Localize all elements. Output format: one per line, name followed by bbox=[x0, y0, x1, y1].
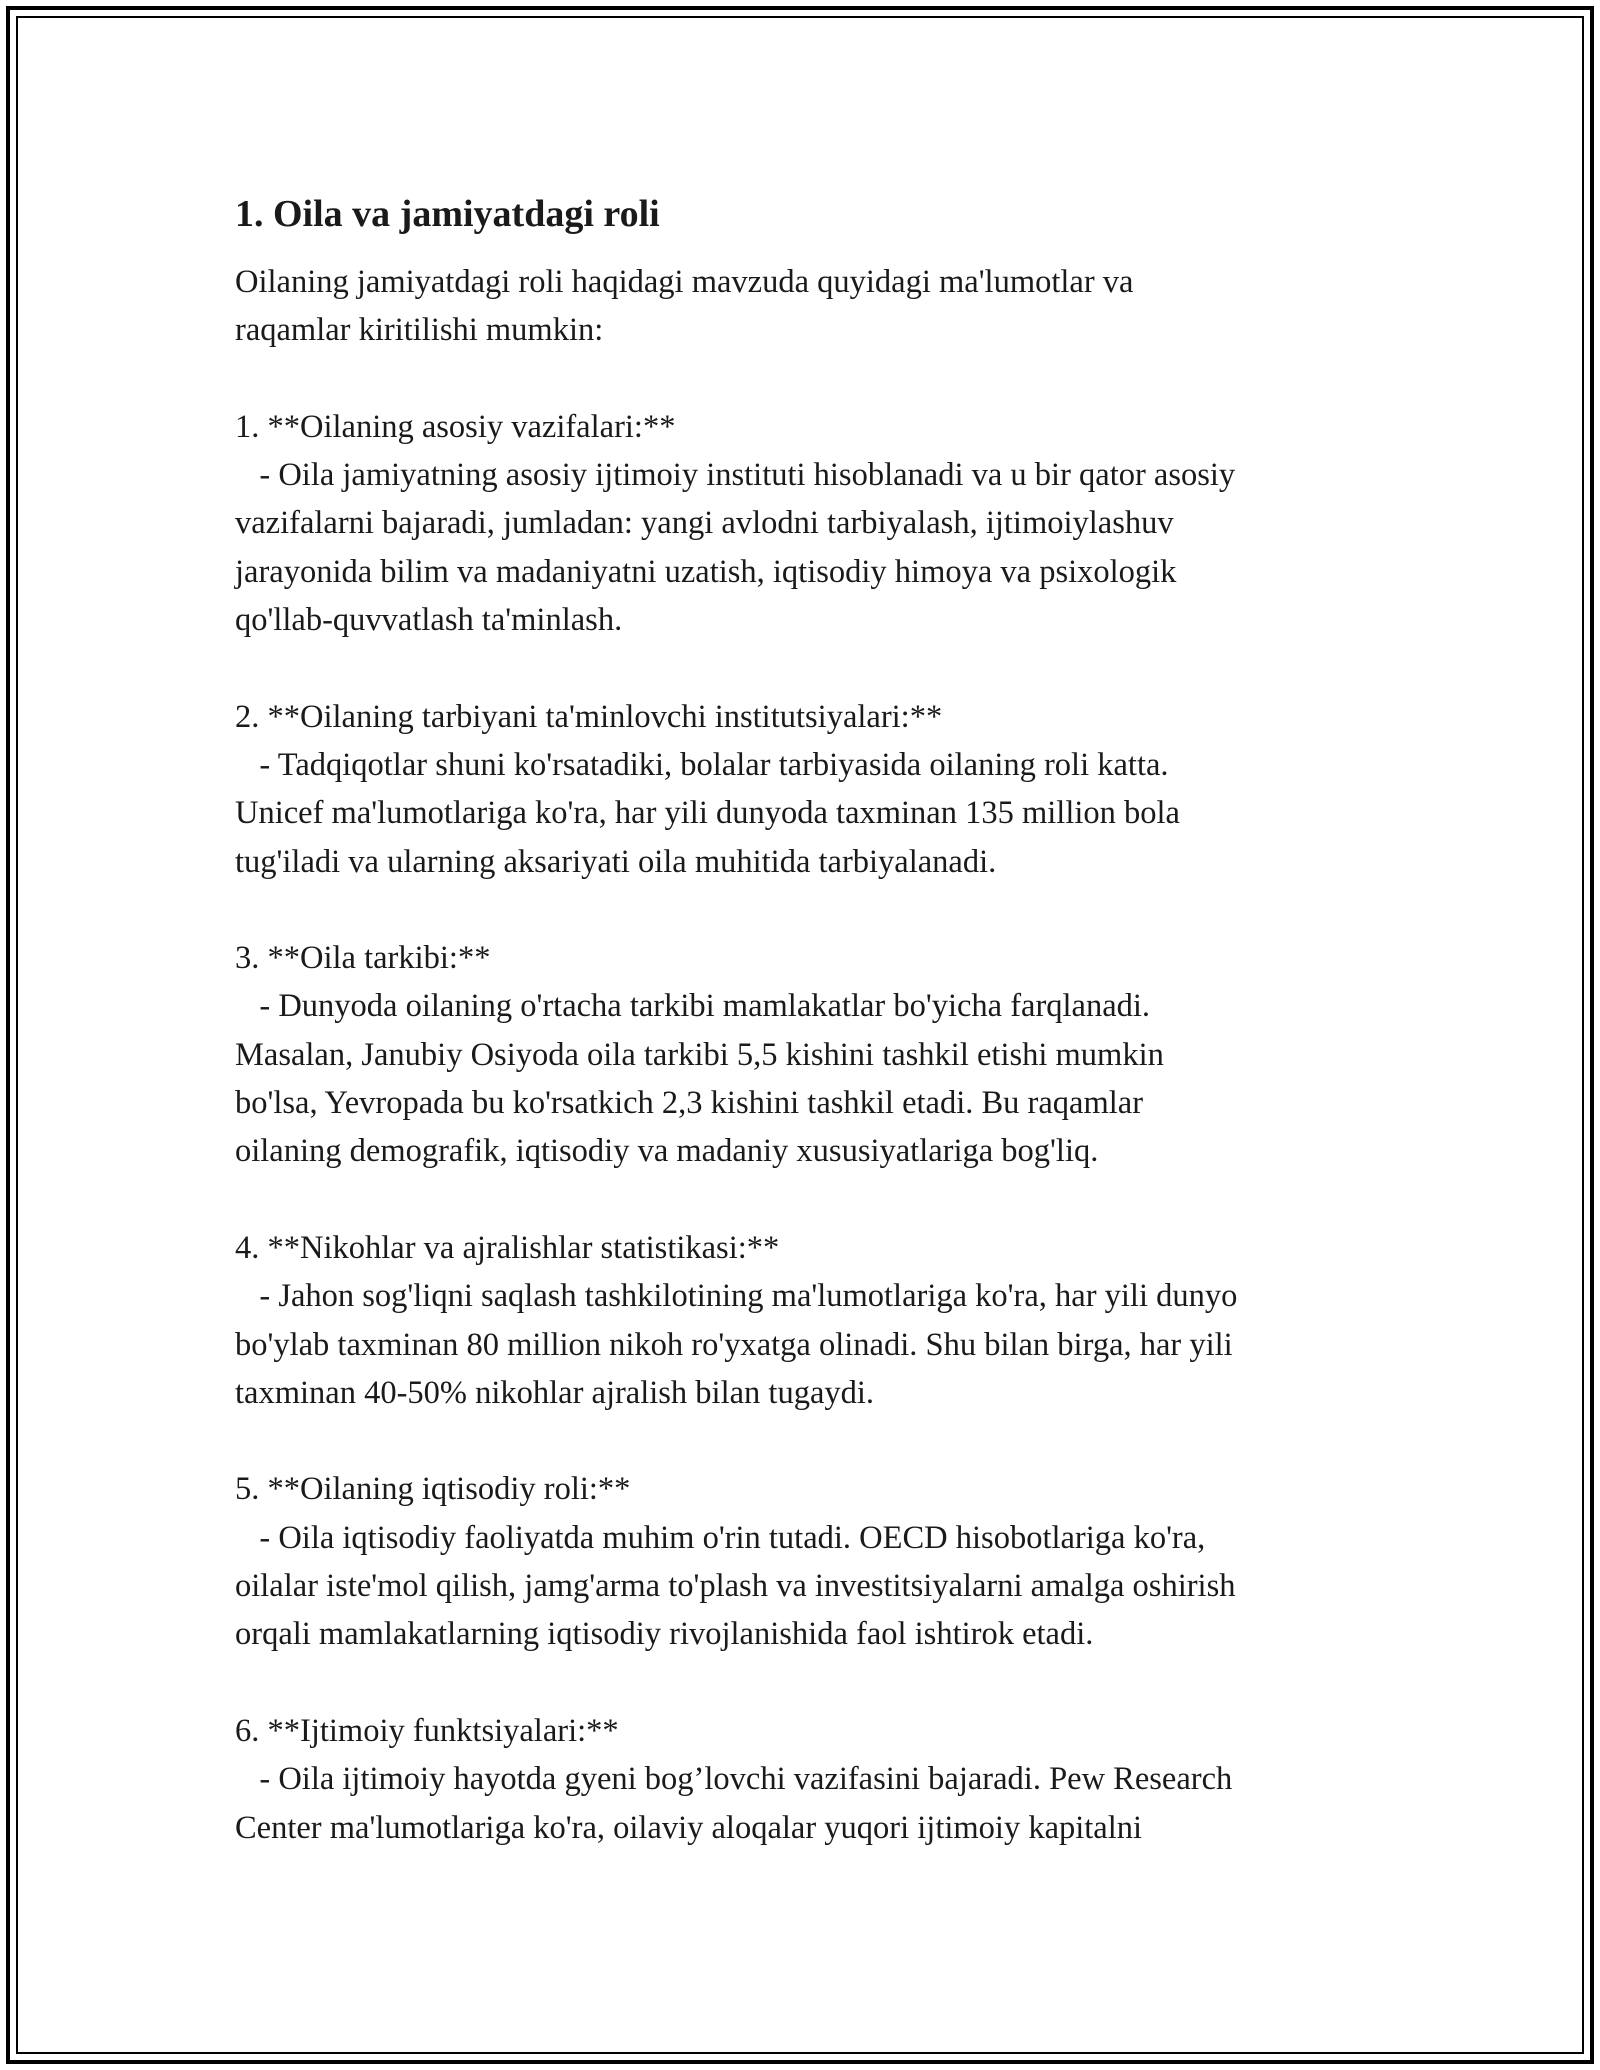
section-line: - Oila ijtimoiy hayotda gyeni bog’lovchi vazifasini bajaradi. Pew Research bbox=[235, 1761, 1233, 1798]
section-line: vazifalarni bajaradi, jumladan: yangi avlodni tarbiyalash, ijtimoiylashuv bbox=[235, 505, 1174, 542]
section-line: - Oila iqtisodiy faoliyatda muhim o'rin tutadi. OECD hisobotlariga ko'ra, bbox=[235, 1519, 1206, 1556]
section-4 bbox=[235, 1224, 1385, 1417]
blank-line bbox=[235, 1417, 1385, 1465]
section-line: Unicef ma'lumotlariga ko'ra, har yili dunyoda taxminan 135 million bola bbox=[235, 795, 1180, 832]
section-line: oilalar iste'mol qilish, jamg'arma to'plash va investitsiyalarni amalga oshirish bbox=[235, 1568, 1236, 1605]
section-line: oilaning demografik, iqtisodiy va madaniy xususiyatlariga bog'liq. bbox=[235, 1133, 1099, 1170]
section-heading: 2. **Oilaning tarbiyani ta'minlovchi institutsiyalari:** bbox=[235, 698, 943, 735]
section-line: Masalan, Janubiy Osiyoda oila tarkibi 5,5 kishini tashkil etishi mumkin bbox=[235, 1036, 1164, 1073]
section-2 bbox=[235, 693, 1385, 886]
section-line: taxminan 40-50% nikohlar ajralish bilan tugaydi. bbox=[235, 1374, 875, 1411]
section-line: jarayonida bilim va madaniyatni uzatish, iqtisodiy himoya va psixologik bbox=[235, 553, 1177, 590]
section-line: bo'ylab taxminan 80 million nikoh ro'yxatga olinadi. Shu bilan birga, har yili bbox=[235, 1326, 1233, 1363]
page-title: 1. Oila va jamiyatdagi roli bbox=[235, 193, 660, 235]
intro-line: Oilaning jamiyatdagi roli haqidagi mavzuda quyidagi ma'lumotlar va bbox=[235, 264, 1134, 300]
section-6 bbox=[235, 1707, 1385, 1852]
section-heading: 5. **Oilaning iqtisodiy roli:** bbox=[235, 1471, 631, 1508]
document-body bbox=[235, 186, 1385, 1852]
intro-line: raqamlar kiritilishi mumkin: bbox=[235, 312, 604, 349]
section-line: - Tadqiqotlar shuni ko'rsatadiki, bolalar tarbiyasida oilaning roli katta. bbox=[235, 746, 1169, 783]
section-heading: 3. **Oila tarkibi:** bbox=[235, 940, 491, 977]
section-5 bbox=[235, 1465, 1385, 1658]
blank-line bbox=[235, 1659, 1385, 1707]
section-line: orqali mamlakatlarning iqtisodiy rivojlanishida faol ishtirok etadi. bbox=[235, 1616, 1094, 1653]
section-line: - Dunyoda oilaning o'rtacha tarkibi mamlakatlar bo'yicha farqlanadi. bbox=[235, 988, 1151, 1025]
blank-line bbox=[235, 644, 1385, 692]
section-heading: 4. **Nikohlar va ajralishlar statistikasi:** bbox=[235, 1229, 780, 1266]
blank-line bbox=[235, 886, 1385, 934]
section-line: bo'lsa, Yevropada bu ko'rsatkich 2,3 kishini tashkil etadi. Bu raqamlar bbox=[235, 1085, 1144, 1122]
section-heading: 1. **Oilaning asosiy vazifalari:** bbox=[235, 408, 676, 445]
section-line: tug'iladi va ularning aksariyati oila muhitida tarbiyalanadi. bbox=[235, 843, 997, 880]
section-line: - Oila jamiyatning asosiy ijtimoiy instituti hisoblanadi va u bir qator asosiy bbox=[235, 457, 1236, 494]
blank-line bbox=[235, 355, 1385, 403]
section-3 bbox=[235, 934, 1385, 1175]
section-line: Center ma'lumotlariga ko'ra, oilaviy aloqalar yuqori ijtimoiy kapitalni bbox=[235, 1809, 1143, 1846]
section-line: - Jahon sog'liqni saqlash tashkilotining ma'lumotlariga ko'ra, har yili dunyo bbox=[235, 1278, 1238, 1315]
section-heading: 6. **Ijtimoiy funktsiyalari:** bbox=[235, 1712, 619, 1749]
section-1 bbox=[235, 403, 1385, 644]
intro-paragraph bbox=[235, 258, 1385, 355]
section-line: qo'llab-quvvatlash ta'minlash. bbox=[235, 602, 623, 639]
blank-line bbox=[235, 1176, 1385, 1224]
